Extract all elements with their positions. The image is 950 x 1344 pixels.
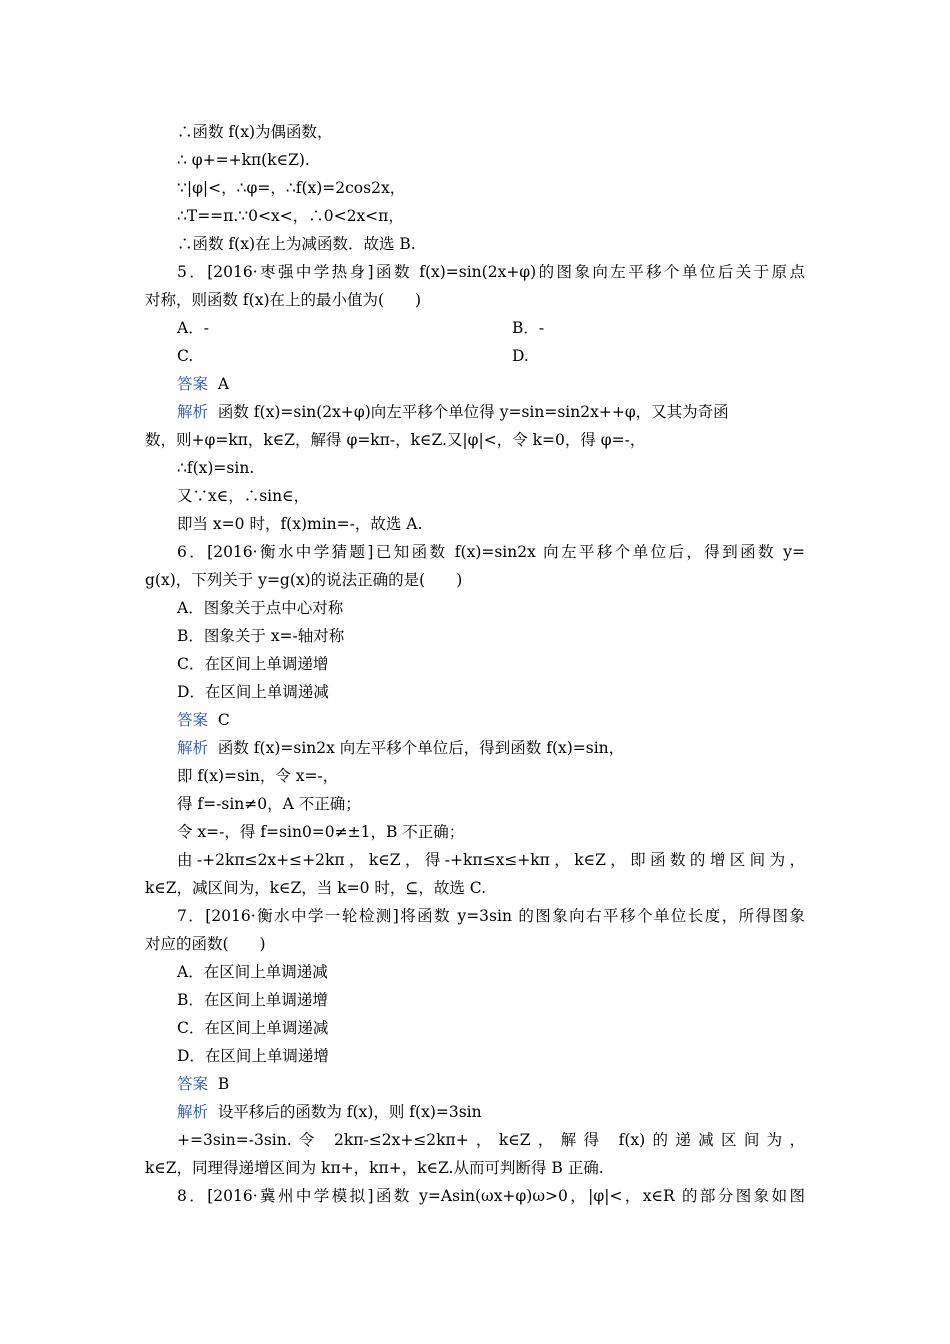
text-line: 由-+2kπ≤2x+≤+2kπ，k∈Z，得-+kπ≤x≤+kπ，k∈Z，即函数的增区间为， [177,851,805,869]
answer-line [177,374,229,394]
option-row [177,346,737,366]
question-5-line-1: 5．[2016·枣强中学热身]函数 f(x)=sin(2x+φ)的图象向左平移个单位后关于原点 [177,263,805,281]
answer-label: 答案 [177,1075,209,1093]
analysis-line [177,402,729,422]
option-b: B．- [512,319,545,337]
answer-label: 答案 [177,711,209,729]
text-line: ∴f(x)=sin. [177,459,255,477]
answer-value: C [217,711,230,729]
option-b: B．在区间上单调递增 [177,991,328,1009]
question-8-line-1: 8．[2016·冀州中学模拟]函数 y=Asin(ωx+φ)ω>0，|φ|<，x∈R 的部分图象如图 [177,1187,805,1205]
analysis-label: 解析 [177,403,209,421]
option-a: A．图象关于点中心对称 [177,599,344,617]
question-5-line-2: 对称，则函数 f(x)在上的最小值为( ) [145,291,422,309]
option-row [177,318,737,338]
text-line: k∈Z，减区间为，k∈Z，当 k=0 时，⊆，故选 C. [145,879,487,897]
option-c: C. [177,347,194,365]
text-line: ∴T==π.∵0<x<，∴0<2x<π， [177,207,404,225]
text-line: ∵|φ|<，∴φ=，∴f(x)=2cos2x， [177,179,406,197]
text-line: 即当 x=0 时，f(x)min=-，故选 A. [177,515,423,533]
text-line: 令 x=-，得 f=sin0=0≠±1，B 不正确； [177,823,465,841]
text-line: ∴函数 f(x)在上为减函数．故选 B. [177,235,416,253]
answer-line [177,710,230,730]
analysis-label: 解析 [177,1103,209,1121]
text-line: 数，则+φ=kπ，k∈Z，解得 φ=kπ-，k∈Z.又|φ|<，令 k=0，得 φ=-， [145,431,646,449]
text-line: +=3sin=-3sin.令 2kπ-≤2x+≤2kπ+，k∈Z，解得 f(x)的递减区间为， [177,1131,805,1149]
analysis-line [177,738,624,758]
text-line: 得 f=-sin≠0，A 不正确； [177,795,361,813]
analysis-label: 解析 [177,739,209,757]
option-b: B．图象关于 x=-轴对称 [177,627,345,645]
option-a: A．在区间上单调递减 [177,963,328,981]
analysis-text: 函数 f(x)=sin2x 向左平移个单位后，得到函数 f(x)=sin， [217,739,625,757]
answer-line [177,1074,229,1094]
answer-value: A [217,375,230,393]
text-line: ∴ φ+=+kπ(k∈Z). [177,151,310,169]
question-6-line-2: g(x)，下列关于 y=g(x)的说法正确的是( ) [145,571,463,589]
option-d: D．在区间上单调递减 [177,683,329,701]
option-c: C．在区间上单调递增 [177,655,329,673]
answer-value: B [217,1075,230,1093]
analysis-text: 函数 f(x)=sin(2x+φ)向左平移个单位得 y=sin=sin2x++φ，又其为奇函 [217,403,729,421]
option-d: D. [512,347,529,365]
text-line: k∈Z，同理得递增区间为 kπ+，kπ+，k∈Z.从而可判断得 B 正确. [145,1159,604,1177]
option-a: A．- [177,319,209,337]
analysis-line [177,1102,482,1122]
text-line: ∴函数 f(x)为偶函数， [177,123,333,141]
option-d: D．在区间上单调递增 [177,1047,329,1065]
text-line: 又∵x∈，∴sin∈， [177,487,310,505]
option-c: C．在区间上单调递减 [177,1019,329,1037]
question-6-line-1: 6．[2016·衡水中学猜题]已知函数 f(x)=sin2x 向左平移个单位后，得到函数 y= [177,543,805,561]
question-7-line-1: 7．[2016·衡水中学一轮检测]将函数 y=3sin 的图象向右平移个单位长度，所得图象 [177,907,805,925]
analysis-text: 设平移后的函数为 f(x)，则 f(x)=3sin [217,1103,482,1121]
answer-label: 答案 [177,375,209,393]
question-7-line-2: 对应的函数( ) [145,935,266,953]
text-line: 即 f(x)=sin，令 x=-， [177,767,339,785]
